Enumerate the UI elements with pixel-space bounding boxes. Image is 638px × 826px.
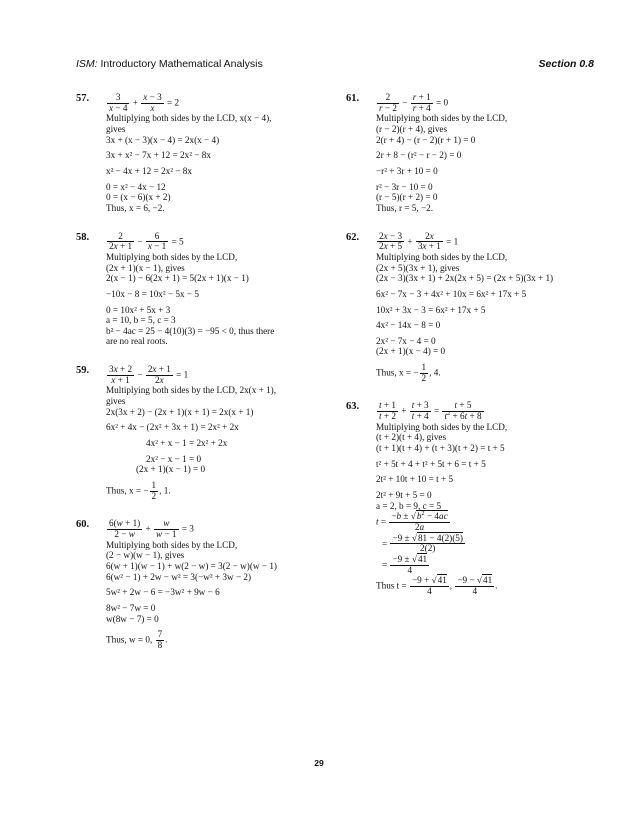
problem-58 bbox=[76, 232, 336, 348]
step-line: b² − 4ac = 25 − 4(10)(3) = −95 < 0, thus there bbox=[106, 325, 275, 336]
left-column bbox=[76, 92, 336, 669]
equation: $\frac{6(w + 1)}{2 - w}$ + $\frac{w}{w - 1}$ = 3 bbox=[109, 518, 194, 539]
step-line: a = 2, b = 9, c = 5 bbox=[376, 500, 442, 511]
text-line: Multiplying both sides by the LCD, bbox=[106, 251, 238, 262]
text-line: Multiplying both sides by the LCD, bbox=[376, 251, 508, 262]
step-line: 8w² − 7w = 0 bbox=[106, 602, 156, 613]
step-line: (t + 1)(t + 4) + (t + 3)(t + 2) = t + 5 bbox=[376, 443, 505, 454]
step-line: (r − 5)(r + 2) = 0 bbox=[376, 192, 438, 203]
step-line: (2x − 3)(3x + 1) + 2x(2x + 5) = (2x + 5)(3x + 1) bbox=[376, 273, 554, 284]
text-line: (2x + 1)(x − 1), gives bbox=[106, 262, 185, 273]
simplified-step: = $\frac{-9 \pm √41}{4}$ bbox=[382, 553, 428, 575]
problem-number: 63. bbox=[346, 401, 360, 413]
step-line: 5w² + 2w − 6 = −3w² + 9w − 6 bbox=[106, 587, 220, 598]
problem-57 bbox=[76, 93, 336, 214]
answer-line: Thus, r = 5, −2. bbox=[376, 202, 434, 213]
answer-line: Thus, x = − $\frac{1}{2}$ , 1. bbox=[106, 480, 171, 501]
page-number: 29 bbox=[314, 758, 324, 768]
problem-number: 61. bbox=[346, 93, 360, 104]
equation: $\frac{t + 1}{t + 2}$ + $\frac{t + 3}{t + 4}$ = $\frac{t + 5}{t^2 + 6t + 8}$ bbox=[379, 400, 482, 422]
step-line: −r² + 3r + 10 = 0 bbox=[376, 165, 438, 176]
step-line: 4x² + x − 1 = 2x² + 2x bbox=[146, 438, 228, 449]
step-line: 6x² − 7x − 3 + 4x² + 10x = 6x² + 17x + 5 bbox=[376, 288, 527, 299]
answer-line: are no real roots. bbox=[106, 336, 168, 347]
step-line: 2r + 8 − (r² − r − 2) = 0 bbox=[376, 150, 462, 161]
problem-number: 60. bbox=[76, 519, 90, 531]
answer-line: Thus t = $\frac{-9 + √41}{4}$ , $\frac{-9 - √41}{4}$ . bbox=[376, 575, 498, 596]
text-line: Multiplying both sides by the LCD, x(x − 4), bbox=[106, 113, 272, 124]
step-line: 6(w + 1)(w − 1) + w(2 − w) = 3(2 − w)(w − 1) bbox=[106, 560, 277, 571]
step-line: 2(r + 4) − (r − 2)(r + 1) = 0 bbox=[376, 134, 476, 145]
substitution-step: = $\frac{-9 \pm √81 - 4(2)(5)}{2(2)}$ bbox=[382, 532, 463, 554]
step-line: (2x + 1)(x − 1) = 0 bbox=[136, 464, 206, 475]
text-line: gives bbox=[106, 123, 126, 134]
answer-line: Thus, x = − $\frac{1}{2}$ , 4. bbox=[376, 362, 441, 383]
equation: $\frac{3}{x - 4}$ + $\frac{x - 3}{x}$ = 2 bbox=[109, 92, 180, 113]
equation: $\frac{2}{2x + 1}$ − $\frac{6}{x - 1}$ = 5 bbox=[109, 230, 184, 252]
step-line: 2x² − 7x − 4 = 0 bbox=[376, 335, 436, 346]
step-line: 2x(3x + 2) − (2x + 1)(x + 1) = 2x(x + 1) bbox=[106, 406, 254, 417]
step-line: 10x² + 3x − 3 = 6x² + 17x + 5 bbox=[376, 304, 486, 315]
problem-number: 58. bbox=[76, 231, 90, 243]
step-line: −10x − 8 = 10x² − 5x − 5 bbox=[106, 288, 199, 299]
text-line: Multiplying both sides by the LCD, bbox=[106, 539, 238, 550]
step-line: w(8w − 7) = 0 bbox=[106, 613, 159, 624]
step-line: 2t² + 9t + 5 = 0 bbox=[376, 490, 432, 501]
problem-59 bbox=[76, 365, 336, 501]
quadratic-formula: t = $\frac{-b \pm √b^2 - 4ac}{2a}$ bbox=[376, 510, 448, 532]
answer-line: Thus, x = 6, −2. bbox=[106, 202, 165, 213]
equation: $\frac{2}{r - 2}$ − $\frac{r + 1}{r + 4}$ = 0 bbox=[379, 92, 449, 113]
step-line: 2(x − 1) − 6(2x + 1) = 5(2x + 1)(x − 1) bbox=[106, 273, 249, 284]
problem-60 bbox=[76, 519, 336, 650]
step-line: t² + 5t + 4 + t² + 5t + 6 = t + 5 bbox=[376, 458, 486, 469]
step-line: a = 10, b = 5, c = 3 bbox=[106, 315, 176, 326]
step-line: 2t² + 10t + 10 = t + 5 bbox=[376, 474, 454, 485]
step-line: 3x + (x − 3)(x − 4) = 2x(x − 4) bbox=[106, 134, 220, 145]
step-line: 3x + x² − 7x + 12 = 2x² − 8x bbox=[106, 150, 211, 161]
step-line: 0 = 10x² + 5x + 3 bbox=[106, 304, 171, 315]
problem-63 bbox=[346, 401, 608, 596]
book-title: Introductory Mathematical Analysis bbox=[97, 58, 263, 70]
step-line: r² − 3r − 10 = 0 bbox=[376, 181, 433, 192]
text-line: Multiplying both sides by the LCD, 2x(x + 1), bbox=[106, 385, 277, 396]
section-label: Section 0.8 bbox=[538, 58, 594, 70]
text-line: (2x + 5)(3x + 1), gives bbox=[376, 262, 460, 273]
text-line: Multiplying both sides by the LCD, bbox=[376, 421, 508, 432]
running-header-title bbox=[76, 58, 263, 70]
answer-line: Thus, w = 0, $\frac{7}{8}$ . bbox=[106, 629, 168, 650]
equation: $\frac{3x + 2}{x + 1}$ − $\frac{2x + 1}{2x}$ = 1 bbox=[109, 364, 189, 385]
problem-number: 59. bbox=[76, 365, 90, 377]
text-line: (t + 2)(t + 4), gives bbox=[376, 432, 447, 443]
step-line: 0 = x² − 4x − 12 bbox=[106, 181, 166, 192]
text-line: gives bbox=[106, 396, 126, 407]
text-line: (r − 2)(r + 4), gives bbox=[376, 123, 448, 134]
text-line: (2 − w)(w − 1), gives bbox=[106, 550, 185, 561]
step-line: 4x² − 14x − 8 = 0 bbox=[376, 320, 441, 331]
problem-62 bbox=[346, 232, 608, 384]
step-line: (2x + 1)(x − 4) = 0 bbox=[376, 346, 446, 357]
problem-61 bbox=[346, 93, 608, 214]
step-line: 2x² − x − 1 = 0 bbox=[146, 453, 202, 464]
equation: $\frac{2x - 3}{2x + 5}$ + $\frac{2x}{3x + 1}$ = 1 bbox=[379, 230, 459, 252]
right-column bbox=[346, 92, 608, 615]
step-line: 6(w² − 1) + 2w − w² = 3(−w² + 3w − 2) bbox=[106, 571, 252, 582]
step-line: 0 = (x − 6)(x + 2) bbox=[106, 192, 171, 203]
book-abbreviation: ISM: bbox=[76, 58, 98, 70]
step-line: 6x² + 4x − (2x² + 3x + 1) = 2x² + 2x bbox=[106, 422, 239, 433]
problem-number: 57. bbox=[76, 93, 90, 104]
problem-number: 62. bbox=[346, 231, 360, 243]
text-line: Multiplying both sides by the LCD, bbox=[376, 113, 508, 124]
step-line: x² − 4x + 12 = 2x² − 8x bbox=[106, 165, 192, 176]
